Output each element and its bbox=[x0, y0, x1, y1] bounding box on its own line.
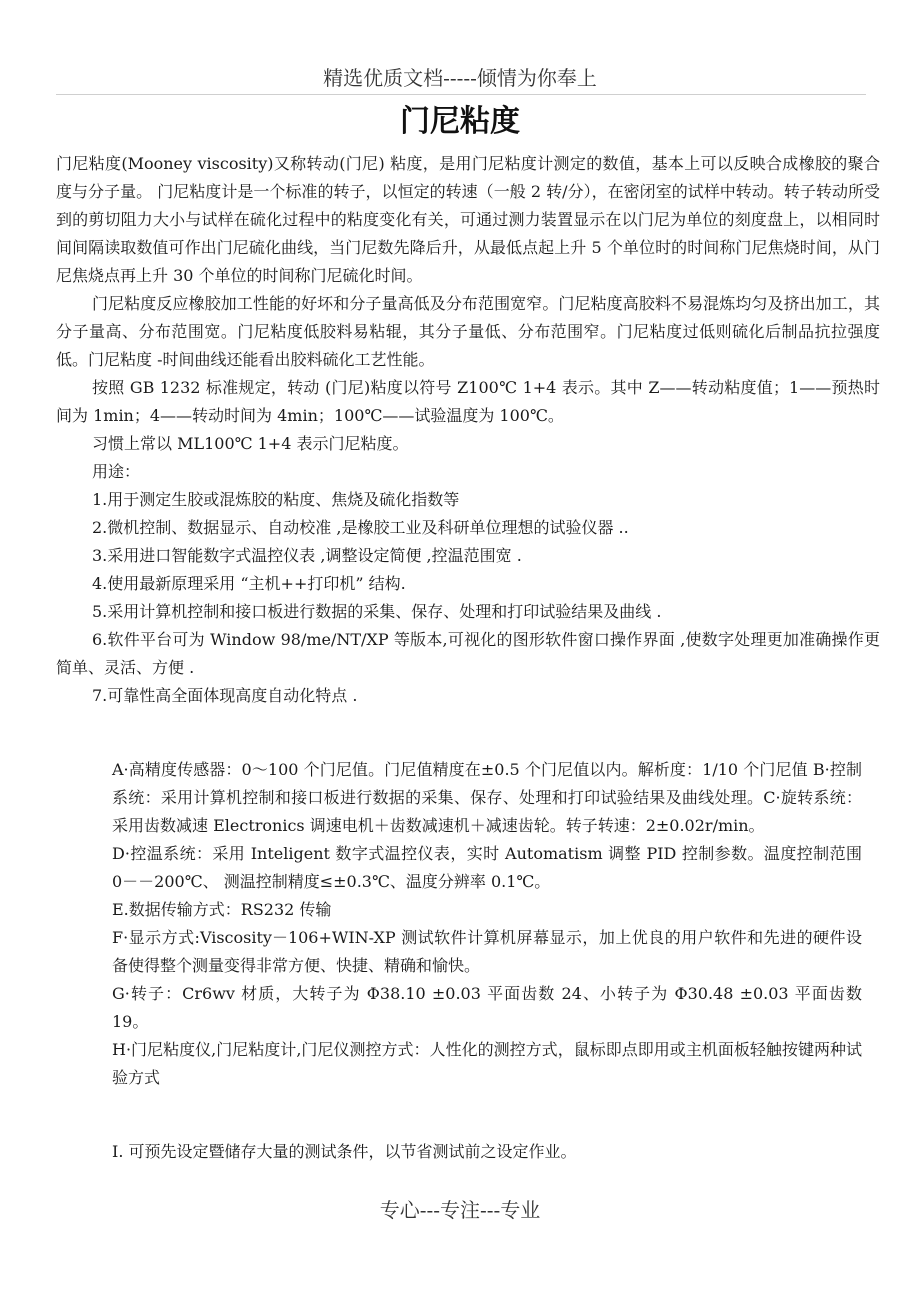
standard-paragraph: 按照 GB 1232 标准规定，转动 (门尼)粘度以符号 Z100℃ 1+4 表示。其中 Z——转动粘度值；1——预热时间为 1min；4——转动时间为 4min；100℃——试验温度为 100℃。 bbox=[56, 378, 880, 425]
document-body bbox=[56, 150, 880, 710]
spec-item-i: I. 可预先设定暨储存大量的测试条件，以节省测试前之设定作业。 bbox=[112, 1142, 577, 1161]
use-item-6: 6.软件平台可为 Window 98/me/NT/XP 等版本,可视化的图形软件窗口操作界面 ,使数字处理更加准确操作更简单、灵活、方便 . bbox=[56, 630, 880, 677]
use-item-2: 2.微机控制、数据显示、自动校准 ,是橡胶工业及科研单位理想的试验仪器 .. bbox=[92, 518, 629, 537]
use-item-5: 5.采用计算机控制和接口板进行数据的采集、保存、处理和打印试验结果及曲线 . bbox=[92, 602, 662, 621]
spec-item-e: E.数据传输方式：RS232 传输 bbox=[112, 900, 332, 919]
processing-paragraph: 门尼粘度反应橡胶加工性能的好坏和分子量高低及分布范围宽窄。门尼粘度高胶料不易混炼均匀及挤出加工，其分子量高、分布范围宽。门尼粘度低胶料易粘辊，其分子量低、分布范围窄。门尼粘度过低则硫化后制品抗拉强度低。门尼粘度 -时间曲线还能看出胶料硫化工艺性能。 bbox=[56, 294, 880, 369]
spec-list bbox=[112, 756, 862, 1092]
page-footer: 专心---专注---专业 bbox=[379, 1198, 541, 1222]
header-divider bbox=[56, 94, 866, 95]
spec-item-g: G·转子：Cr6wv 材质，大转子为 Φ38.10 ±0.03 平面齿数 24、小转子为 Φ30.48 ±0.03 平面齿数 19。 bbox=[112, 984, 862, 1031]
spec-item-f: F·显示方式:Viscosity－106+WIN-XP 测试软件计算机屏幕显示，加上优良的用户软件和先进的硬件设备使得整个测量变得非常方便、快捷、精确和愉快。 bbox=[112, 928, 862, 975]
spec-item-h: H·门尼粘度仪,门尼粘度计,门尼仪测控方式：人性化的测控方式，鼠标即点即用或主机面板轻触按键两种试验方式 bbox=[112, 1040, 862, 1087]
document-title: 门尼粘度 bbox=[400, 104, 520, 139]
use-item-4: 4.使用最新原理采用 “主机++打印机” 结构. bbox=[92, 574, 406, 593]
spec-item-abc: A·高精度传感器：0～100 个门尼值。门尼值精度在±0.5 个门尼值以内。解析度：1/10 个门尼值 B·控制系统：采用计算机控制和接口板进行数据的采集、保存、处理和打印试验结果及曲线处理。C·旋转系统：采用齿数减速 Electronics 调速电机＋齿数减速机＋减速齿轮。转子转速：2±0.02r/min。 bbox=[112, 760, 862, 835]
intro-paragraph: 门尼粘度(Mooney viscosity)又称转动(门尼) 粘度，是用门尼粘度计测定的数值，基本上可以反映合成橡胶的聚合度与分子量。 门尼粘度计是一个标准的转子，以恒定的转速（一般 2 转/分），在密闭室的试样中转动。转子转动所受到的剪切阻力大小与试样在硫化过程中的粘度变化有关，可通过测力装置显示在以门尼为单位的刻度盘上，以相同时间间隔读取数值可作出门尼硫化曲线，当门尼数先降后升，从最低点起上升 5 个单位时的时间称门尼焦烧时间，从门尼焦烧点再上升 30 个单位的时间称门尼硫化时间。 bbox=[56, 154, 880, 285]
notation-paragraph: 习惯上常以 ML100℃ 1+4 表示门尼粘度。 bbox=[92, 434, 409, 453]
uses-heading: 用途： bbox=[92, 462, 141, 481]
page-header: 精选优质文档-----倾情为你奉上 bbox=[323, 66, 597, 90]
use-item-3: 3.采用进口智能数字式温控仪表 ,调整设定简便 ,控温范围宽 . bbox=[92, 546, 522, 565]
spec-item-d: D·控温系统：采用 Inteligent 数字式温控仪表，实时 Automatism 调整 PID 控制参数。温度控制范围 0－－200℃、 测温控制精度≤±0.3℃、温度分辨率 0.1℃。 bbox=[112, 844, 862, 891]
use-item-1: 1.用于测定生胶或混炼胶的粘度、焦烧及硫化指数等 bbox=[92, 490, 460, 509]
use-item-7: 7.可靠性高全面体现高度自动化特点 . bbox=[92, 686, 358, 705]
